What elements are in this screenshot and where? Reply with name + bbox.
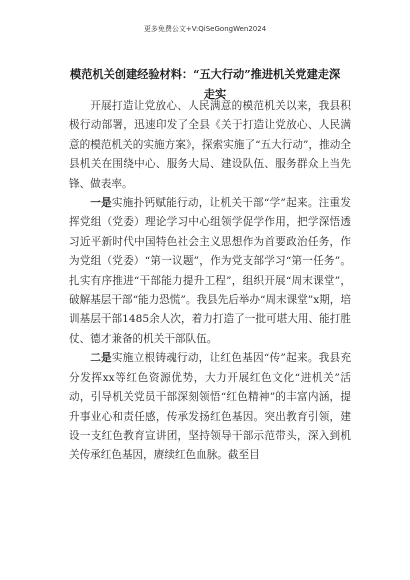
header-note: 更多免费公文+V:QiSeGongWen2024: [143, 25, 267, 33]
paragraph-text: 实施扑钙赋能行动，让机关干部“学”起来。注重发挥党组（党委）理论学习中心组领学促学作用，把学深悟透习近平新时代中国特色社会主义思想作为首要政治任务，作为党组（党委）“第一议题”，作为党支部学习“第一任务”。扎实有序推进“干部能力提升工程”，组织开展“周末课堂”，破解基层干部“能力恐慌”。我县先后举办“周末课堂”x期，培训基层干部1485余人次，着力打造了一批可堪大用、能打胜仗、德才兼备的机关干部队伍。: [69, 197, 351, 345]
paragraph: [69, 194, 351, 349]
title-line-1: 模范机关创建经验材料：“五大行动”推进机关党建走深: [70, 67, 341, 81]
title-line-2: 走实: [203, 87, 227, 101]
paragraph-text: 实施立根铸魂行动，让红色基因“传”起来。我县充分发挥xx等红色资源优势，大力开展红色文化“进机关”活动，引导机关党员干部深刻领悟“红色精神”的丰富内涵，提升事业心和责任感，传承发扬红色基因。突出教育引领，建设一支红色教育宣讲团，坚持领导干部示范带头，深入到机关传承红色基因，赓续红色血脉。截至目: [69, 352, 351, 462]
document-body: [69, 97, 351, 466]
paragraph-lead: 二是: [90, 352, 112, 365]
paragraph: [69, 349, 351, 465]
paragraph-text: 开展打造让党放心、人民满意的模范机关以来，我县积极行动部署，迅速印发了全县《关于打造让党放心、人民满意的模范机关的实施方案》，探索实施了“五大行动”，推动全县机关在围绕中心、服务大局、建设队伍、服务群众上当先锋、做表率。: [69, 100, 351, 190]
paragraph-lead: 一是: [90, 197, 112, 210]
paragraph: [69, 97, 351, 194]
